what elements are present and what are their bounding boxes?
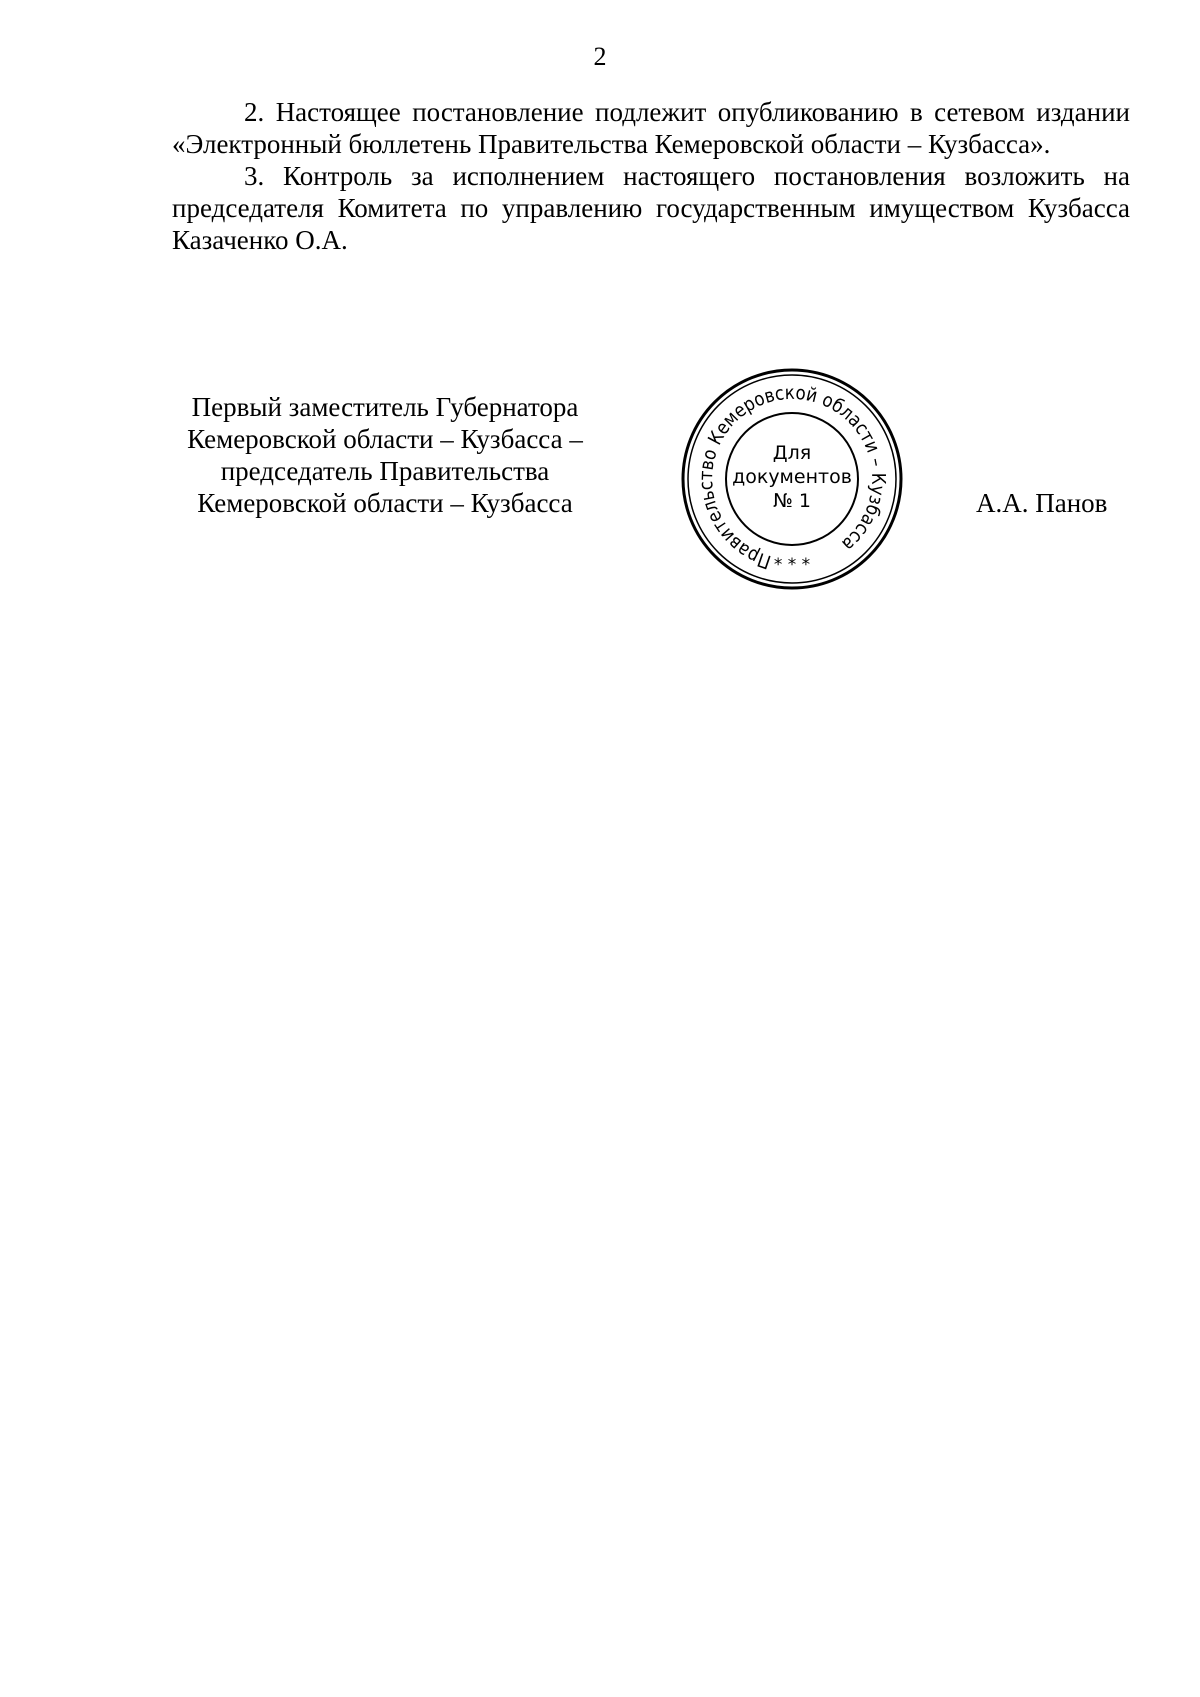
signatory-position	[150, 391, 620, 519]
seal-center-line: документов	[732, 466, 852, 488]
seal-center-line: Для	[772, 442, 812, 464]
signatory-position-line: Первый заместитель Губернатора	[191, 392, 579, 422]
paragraph-control: 3. Контроль за исполнением настоящего постановления возложить на председателя Комитета по управлению государственным имуществом Кузбасса Казаченко О.А.	[172, 161, 1130, 255]
signatory-position-line: Кемеровской области – Кузбасса	[197, 488, 573, 518]
signatory-position-line: Кемеровской области – Кузбасса –	[187, 424, 583, 454]
seal-stars: * * *	[773, 555, 811, 575]
official-seal-stamp	[680, 367, 904, 591]
seal-center-line: № 1	[773, 490, 811, 512]
signatory-name: А.А. Панов	[976, 488, 1108, 518]
document-body	[172, 96, 1130, 256]
paragraph-publication: 2. Настоящее постановление подлежит опубликованию в сетевом издании «Электронный бюллетень Правительства Кемеровской области – Кузбасса».	[172, 97, 1130, 159]
seal-ring-text: Правительство Кемеровской области – Кузбасса	[694, 381, 890, 573]
signatory-position-line: председатель Правительства	[220, 456, 550, 486]
page-number: 2	[593, 42, 607, 71]
